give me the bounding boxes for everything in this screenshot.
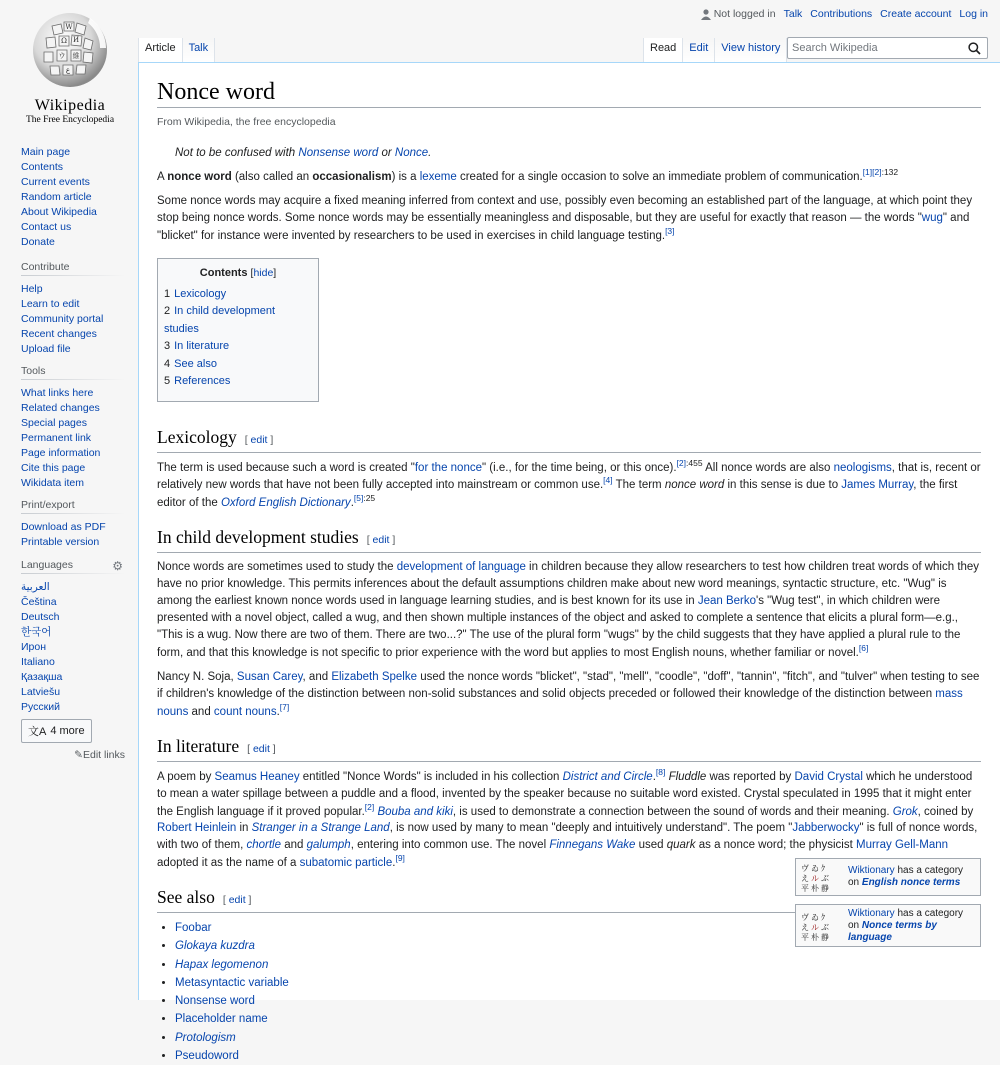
murray-gell-mann-link[interactable]: Murray Gell-Mann <box>855 839 949 852</box>
more-languages-label: 4 more <box>50 725 85 737</box>
toc-list <box>164 286 312 391</box>
sidebar-main-link[interactable]: About Wikipedia <box>21 206 97 218</box>
citation-link[interactable]: [5] <box>353 493 364 504</box>
toc-item[interactable] <box>164 356 312 374</box>
toc-item[interactable] <box>164 373 312 391</box>
table-of-contents <box>157 258 319 402</box>
see-also-item <box>175 1047 981 1065</box>
oed-link[interactable]: Oxford English Dictionary <box>220 497 351 510</box>
edit-section-link[interactable]: edit <box>372 534 390 547</box>
bouba-kiki-link[interactable]: Bouba and kiki <box>377 805 453 818</box>
sidebar-tools-link[interactable]: Permanent link <box>21 432 92 444</box>
toc-link[interactable]: In literature <box>174 340 230 353</box>
text: . <box>652 770 656 783</box>
text: Nonce words are sometimes used to study the <box>157 561 397 574</box>
text: " is full of nonce words, with two of them, <box>157 822 978 852</box>
text: The term <box>612 479 665 492</box>
citation-link[interactable]: [6] <box>858 643 869 654</box>
text: , and <box>302 670 332 683</box>
sidebar-language-item <box>21 580 125 595</box>
svg-text:ウ: ウ <box>58 52 66 60</box>
nonce-link[interactable]: Nonce <box>394 147 429 159</box>
svg-text:ع: ع <box>65 66 71 74</box>
svg-text:平: 平 <box>801 884 809 893</box>
sidebar-contribute-item <box>21 342 125 357</box>
see-also-link[interactable]: Hapax legomenon <box>175 958 269 971</box>
svg-text:静: 静 <box>821 932 829 942</box>
sidebar-tools-item <box>21 446 125 461</box>
hatnote-text: or <box>378 147 395 159</box>
not-logged-in <box>701 8 776 20</box>
text: created for a single occasion to solve an immediate problem of communication. <box>456 170 863 183</box>
hatnote <box>157 145 981 162</box>
wiktionary-logo-icon <box>800 911 838 941</box>
text: used <box>635 839 667 852</box>
sidebar-contribute-item <box>21 297 125 312</box>
create-account-link[interactable]: Create account <box>880 8 952 20</box>
svg-text:え: え <box>801 922 809 932</box>
lexeme-link[interactable]: lexeme <box>419 170 457 183</box>
sidebar-contribute-link[interactable]: Learn to edit <box>21 298 80 310</box>
text: , entering into common use. The novel <box>350 839 550 852</box>
svg-text:平: 平 <box>801 932 809 942</box>
citation-link[interactable]: [1][2] <box>862 167 882 177</box>
sidebar-main-item <box>21 175 125 190</box>
mass-nouns-link[interactable]: mass nouns <box>157 687 963 718</box>
toc-hide: [hide] <box>250 266 277 279</box>
svg-text:ｸ: ｸ <box>821 864 825 873</box>
svg-text:ル: ル <box>811 874 819 883</box>
sidebar-print-link[interactable]: Printable version <box>21 536 100 548</box>
sidebar-language-item <box>21 685 125 700</box>
wikipedia-globe-icon <box>30 10 110 90</box>
text: has a category on <box>848 865 964 888</box>
personal-tools <box>701 8 988 20</box>
tab-article-label: Article <box>145 42 176 54</box>
citation-link[interactable]: [9] <box>395 853 405 864</box>
citation-link[interactable]: [7] <box>279 701 290 712</box>
languages-list <box>21 580 125 715</box>
see-also-item <box>175 1029 981 1047</box>
text: Some nonce words may acquire a fixed meaning inferred from context and use, possibly even becoming an established part of the language, at which point they stop being nonce words. Some nonce words may be essentially meaningless and disposable, but they are useful for exactly that reason — the words " <box>157 194 973 224</box>
hatnote-text: Not to be confused with <box>175 147 299 159</box>
svg-text:ゐ: ゐ <box>811 864 819 873</box>
toc-link[interactable]: Lexicology <box>174 287 227 300</box>
left-panel <box>0 0 138 1000</box>
text: ) is a <box>391 170 420 183</box>
tab-view-history[interactable] <box>715 38 787 62</box>
sidebar-tools-item <box>21 476 125 491</box>
sidebar-print-item <box>21 520 125 535</box>
tools-portal <box>21 365 125 491</box>
wiktionary-text <box>848 908 976 944</box>
sidebar-tools-link[interactable]: Related changes <box>21 402 100 414</box>
gear-icon[interactable]: ⚙ <box>112 559 123 573</box>
svg-text:ゐ: ゐ <box>811 912 819 922</box>
section-edit: [ edit ] <box>366 534 396 547</box>
text: entitled "Nonce Words" is included in his collection <box>299 770 563 783</box>
sidebar-main-link[interactable]: Random article <box>21 191 92 203</box>
toc-link[interactable]: See also <box>174 357 217 370</box>
user-icon <box>701 9 711 20</box>
susan-carey-link[interactable]: Susan Carey <box>236 670 303 683</box>
citation-link[interactable]: [4] <box>603 475 613 486</box>
sidebar-main-link[interactable]: Contents <box>21 161 64 173</box>
text: which he understood to mean a water spillage between a puddle and a flood, invented by the speaker because no suitable word existed. Crystal speculated in 1995 that it might enter the English language if it proved popular. <box>157 770 973 818</box>
view-tabs <box>643 38 787 62</box>
bold-term: nonce word <box>167 170 232 183</box>
page-number: :455 <box>686 457 703 468</box>
galumph-link[interactable]: galumph <box>306 839 351 852</box>
text: , is now used by many to mean "deeply and intuitively understand". The poem " <box>389 822 793 835</box>
literature-paragraph <box>157 768 981 872</box>
stranger-link[interactable]: Stranger in a Strange Land <box>251 822 390 835</box>
navigation-list <box>21 145 125 250</box>
subatomic-particle-link[interactable]: subatomic particle <box>299 857 393 870</box>
svg-text:ぶ: ぶ <box>821 874 829 883</box>
contribute-heading: Contribute <box>21 261 125 276</box>
tab-edit-label: Edit <box>689 42 709 54</box>
sidebar-language-item <box>21 655 125 670</box>
navigation-portal <box>21 145 125 250</box>
italic-term: nonce word <box>664 479 725 492</box>
sidebar-language-link[interactable]: Italiano <box>21 656 55 668</box>
namespace-tabs <box>138 38 215 62</box>
grok-link[interactable]: Grok <box>892 805 918 818</box>
see-also-item <box>175 992 981 1010</box>
sidebar-contribute-item <box>21 327 125 342</box>
sidebar-main-link[interactable]: Donate <box>21 236 55 248</box>
svg-text:ぶ: ぶ <box>821 922 829 932</box>
sidebar-tools-item <box>21 431 125 446</box>
district-and-circle-link[interactable]: District and Circle <box>562 770 653 783</box>
wikipedia-logo[interactable] <box>20 10 120 125</box>
lexicology-paragraph <box>157 459 981 512</box>
sidebar-language-item <box>21 595 125 610</box>
page-title: Nonce word <box>157 77 981 108</box>
sidebar-language-item <box>21 670 125 685</box>
more-languages-button[interactable] <box>21 719 92 743</box>
edit-links[interactable] <box>21 749 125 761</box>
languages-heading-label: Languages <box>21 559 73 571</box>
edit-section-link[interactable]: edit <box>228 894 246 907</box>
jean-berko-link[interactable]: Jean Berko <box>697 595 757 608</box>
page-number: :132 <box>881 167 899 177</box>
intro-paragraph-1 <box>157 168 981 186</box>
see-also-link[interactable]: Foobar <box>175 922 212 935</box>
sidebar-tools-item <box>21 401 125 416</box>
wiktionary-box <box>795 858 981 896</box>
count-nouns-link[interactable]: count nouns <box>213 705 277 718</box>
sidebar-language-link[interactable]: Русский <box>21 701 60 713</box>
sidebar-tools-item <box>21 386 125 401</box>
site-subtitle: From Wikipedia, the free encyclopedia <box>157 116 336 128</box>
sidebar-language-item <box>21 700 125 715</box>
child-paragraph-2 <box>157 669 981 721</box>
text: A <box>157 170 168 183</box>
sidebar-main-link[interactable]: Contact us <box>21 221 72 233</box>
article-content <box>138 62 1000 1062</box>
toc-item[interactable] <box>164 303 312 338</box>
print-heading: Print/export <box>21 499 125 514</box>
section-heading-child-development <box>157 526 981 553</box>
sidebar-main-item <box>21 145 125 160</box>
sidebar-tools-link[interactable]: Cite this page <box>21 462 86 474</box>
text: , coined by <box>917 805 974 818</box>
sidebar-language-item <box>21 640 125 655</box>
tools-heading: Tools <box>21 365 125 380</box>
talk-link[interactable]: Talk <box>783 8 803 20</box>
wiktionary-box <box>795 904 981 947</box>
section-title: In child development studies <box>157 527 359 548</box>
finnegans-wake-link[interactable]: Finnegans Wake <box>549 839 636 852</box>
svg-text:静: 静 <box>821 884 829 893</box>
sidebar-language-link[interactable]: Deutsch <box>21 611 60 623</box>
contribute-portal <box>21 261 125 357</box>
edit-section-link[interactable]: edit <box>250 433 268 446</box>
seamus-heaney-link[interactable]: Seamus Heaney <box>214 770 300 783</box>
text: in children because they allow researchers to test how children treat words of which they have no prior knowledge. This permits inferences about the default assumptions children make about new word meanings, syntactic structure, etc. "Wug" is among the earliest known nonce words used in language learning studies, and is best known for its use in <box>157 561 980 608</box>
text: A poem by <box>157 770 215 783</box>
text: (also called an <box>231 170 313 183</box>
tab-edit[interactable] <box>683 38 715 62</box>
text: " and "blicket" for instance were invented by researchers to be used in exercises in child language testing. <box>157 211 970 242</box>
text: The term is used because such a word is created " <box>157 461 415 474</box>
contributions-link[interactable]: Contributions <box>810 8 873 20</box>
svg-text:И: И <box>72 36 80 44</box>
pencil-icon: ✎ <box>74 749 83 761</box>
wiktionary-text <box>848 865 976 889</box>
toc-number: 3 <box>164 340 171 353</box>
see-also-item <box>175 1010 981 1028</box>
for-the-nonce-link[interactable]: for the nonce <box>414 461 482 474</box>
print-list <box>21 520 125 550</box>
sidebar-contribute-link[interactable]: Help <box>21 283 43 295</box>
logo-tagline: The Free Encyclopedia <box>25 115 115 125</box>
sidebar-contribute-item <box>21 282 125 297</box>
wiktionary-logo-icon <box>800 862 838 892</box>
citation-link[interactable]: [2] <box>364 801 375 812</box>
jabberwocky-link[interactable]: Jabberwocky <box>792 822 860 835</box>
section-title: Lexicology <box>157 426 237 447</box>
sidebar-tools-link[interactable]: Wikidata item <box>21 477 85 489</box>
toc-number: 2 <box>164 305 171 318</box>
text: as a nonce word; the physicist <box>695 839 856 852</box>
tab-article[interactable] <box>138 38 183 62</box>
wiktionary-link[interactable]: Wiktionary <box>848 907 895 919</box>
languages-heading <box>21 559 125 574</box>
svg-text:朴: 朴 <box>811 884 819 893</box>
sidebar-main-item <box>21 205 125 220</box>
sidebar-language-link[interactable]: Ирон <box>21 641 47 653</box>
text: . <box>392 857 396 870</box>
sidebar-print-item <box>21 535 125 550</box>
chortle-link[interactable]: chortle <box>246 839 282 852</box>
tab-talk[interactable] <box>183 38 216 62</box>
text: All nonce words are also <box>702 461 834 474</box>
text: and <box>188 705 214 718</box>
wug-link[interactable]: wug <box>921 211 943 224</box>
sidebar-tools-link[interactable]: What links here <box>21 387 94 399</box>
see-also-link[interactable]: Nonsense word <box>175 995 255 1008</box>
see-also-item <box>175 956 981 974</box>
see-also-link[interactable]: Metasyntactic variable <box>175 976 289 989</box>
sidebar-main-link[interactable]: Main page <box>21 146 71 158</box>
section-heading-lexicology <box>157 426 981 453</box>
translate-icon: 文A <box>28 726 47 738</box>
section-edit: [ edit ] <box>244 433 274 446</box>
not-logged-in-label: Not logged in <box>713 8 776 20</box>
wiktionary-link[interactable]: Wiktionary <box>848 865 895 876</box>
section-title: In literature <box>157 735 240 756</box>
svg-text:え: え <box>801 874 809 883</box>
sidebar-language-link[interactable]: Čeština <box>21 596 57 608</box>
sidebar-language-item <box>21 610 125 625</box>
sidebar-main-item <box>21 235 125 250</box>
section-title: See also <box>157 887 215 908</box>
tab-read-label: Read <box>650 42 677 54</box>
text: " (i.e., for the time being, or this once). <box>482 461 677 474</box>
sidebar-language-link[interactable]: Latviešu <box>21 686 61 698</box>
logo-wordmark: Wikipedia <box>34 97 106 114</box>
text: adopted it as the name of a <box>157 857 300 870</box>
development-of-language-link[interactable]: development of language <box>396 561 526 574</box>
text: , the first editor of the <box>157 479 958 510</box>
page-number: :25 <box>363 493 376 504</box>
edit-links-label: Edit links <box>82 749 125 761</box>
toc-number: 5 <box>164 375 171 388</box>
see-also-item <box>175 974 981 992</box>
toc-link[interactable]: References <box>174 375 231 388</box>
sidebar-contribute-link[interactable]: Recent changes <box>21 328 97 340</box>
tab-talk-label: Talk <box>188 42 209 54</box>
toc-hide-link[interactable]: hide <box>253 266 274 279</box>
text: , that is, recent or relatively new words that have not been fully accepted into mainstream or common use. <box>157 461 981 492</box>
sidebar-tools-link[interactable]: Special pages <box>21 417 87 429</box>
text: and <box>281 839 307 852</box>
svg-text:ヴ: ヴ <box>801 864 809 873</box>
sidebar-main-link[interactable]: Current events <box>21 176 90 188</box>
sidebar-main-item <box>21 160 125 175</box>
wiktionary-category-link[interactable]: English nonce terms <box>861 877 961 888</box>
sidebar-tools-item <box>21 461 125 476</box>
see-also-link[interactable]: Placeholder name <box>175 1013 268 1026</box>
david-crystal-link[interactable]: David Crystal <box>794 770 863 783</box>
search-icon[interactable] <box>968 42 981 55</box>
sidebar-contribute-link[interactable]: Community portal <box>21 313 104 325</box>
see-also-link[interactable]: Protologism <box>175 1031 236 1044</box>
text: used the nonce words "blicket", "stad", "mell", "coodle", "doff", "tannin", "fitch", and "tulver" when testing to see if children's knowledge of the distinction between non-solid substances and solid objects preceded or followed their knowledge of the distinction between <box>157 670 980 700</box>
toc-title-label: Contents <box>199 266 248 279</box>
sidebar-language-link[interactable]: Қазақша <box>21 671 63 683</box>
citation-link[interactable]: [8] <box>655 766 666 777</box>
toc-item[interactable] <box>164 338 312 356</box>
citation-link[interactable]: [3] <box>665 225 675 236</box>
toc-link[interactable]: In child development studies <box>164 305 276 335</box>
sidebar-main-item <box>21 220 125 235</box>
sidebar-print-link[interactable]: Download as PDF <box>21 521 106 533</box>
intro-paragraph-2 <box>157 193 981 245</box>
svg-text:W: W <box>65 23 73 31</box>
text: Nancy N. Soja, <box>157 670 237 683</box>
languages-portal <box>21 559 125 761</box>
text: , is used to demonstrate a connection between the sound of words and their meaning. <box>452 805 893 818</box>
robert-heinlein-link[interactable]: Robert Heinlein <box>157 822 237 835</box>
text: 's "Wug test", in which children were presented with a novel object, called a wug, and then shown multiple instances of the object and asked to complete a sentence that elicits a plural form—e.g., "This is a wug. Now there are two of them. There are two...?" The use of the plural form "wugs" by the child suggests that they have applied a plural rule to the form, and that this knowledge is not specific to prior experience with the word but applies to most English nouns, whether familiar or novel. <box>157 595 961 659</box>
svg-text:ヴ: ヴ <box>801 912 809 922</box>
text: has a category on <box>848 907 964 931</box>
text: . <box>276 705 280 718</box>
sidebar-language-link[interactable]: 한국어 <box>21 626 52 638</box>
toc-title <box>164 265 312 282</box>
print-portal <box>21 499 125 550</box>
svg-text:ル: ル <box>811 922 819 932</box>
svg-text:ｸ: ｸ <box>821 912 825 922</box>
sidebar-main-item <box>21 190 125 205</box>
search-input[interactable] <box>788 38 958 58</box>
sidebar-language-link[interactable]: العربية <box>21 581 50 593</box>
svg-text:朴: 朴 <box>811 932 819 942</box>
svg-text:維: 維 <box>72 52 80 60</box>
tools-list <box>21 386 125 491</box>
elizabeth-spelke-link[interactable]: Elizabeth Spelke <box>331 670 417 683</box>
child-paragraph-1 <box>157 559 981 662</box>
text: in this sense is due to <box>724 479 842 492</box>
toc-item[interactable] <box>164 286 312 304</box>
sidebar-contribute-link[interactable]: Upload file <box>21 343 71 355</box>
italic-term: Fluddle <box>668 770 707 783</box>
hatnote-text: . <box>428 147 432 159</box>
text: was reported by <box>706 770 795 783</box>
section-heading-literature <box>157 735 981 762</box>
sidebar-tools-item <box>21 416 125 431</box>
wiktionary-category-link[interactable]: Nonce terms by language <box>848 919 937 943</box>
toc-number: 1 <box>164 287 171 300</box>
nonsense-word-link[interactable]: Nonsense word <box>298 147 379 159</box>
section-edit: [ edit ] <box>247 742 276 755</box>
contribute-list <box>21 282 125 357</box>
italic-term: quark <box>666 839 696 852</box>
neologisms-link[interactable]: neologisms <box>833 461 892 474</box>
text: in <box>236 822 252 835</box>
text: . <box>350 497 354 510</box>
james-murray-link[interactable]: James Murray <box>841 479 914 492</box>
tab-read[interactable] <box>643 38 683 62</box>
bold-term: occasionalism <box>312 170 392 183</box>
citation-link[interactable]: [2] <box>676 457 687 468</box>
sidebar-language-item <box>21 625 125 640</box>
section-edit: [ edit ] <box>222 894 252 907</box>
search-box <box>787 37 988 59</box>
see-also-link[interactable]: Pseudoword <box>175 1049 239 1062</box>
login-link[interactable]: Log in <box>959 8 988 20</box>
tab-history-label: View history <box>721 42 781 54</box>
toc-number: 4 <box>164 357 171 370</box>
sidebar-contribute-item <box>21 312 125 327</box>
svg-text:Ω: Ω <box>61 37 67 45</box>
sidebar-tools-link[interactable]: Page information <box>21 447 101 459</box>
see-also-link[interactable]: Glokaya kuzdra <box>175 940 255 953</box>
edit-section-link[interactable]: edit <box>252 742 270 755</box>
